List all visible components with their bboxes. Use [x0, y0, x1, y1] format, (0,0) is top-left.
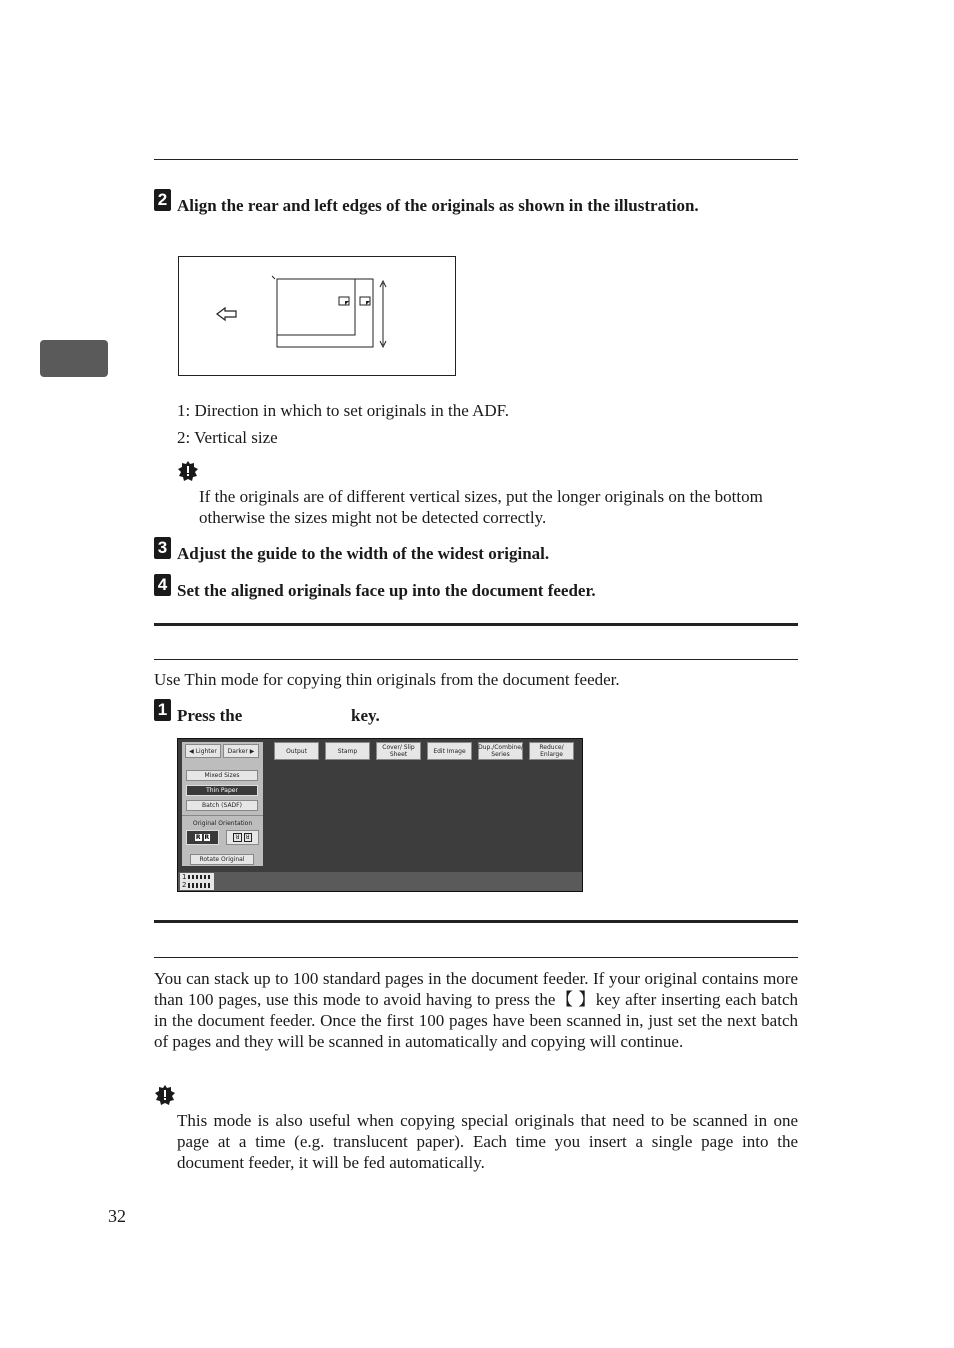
batch-sadf-button[interactable]: Batch (SADF) [186, 800, 258, 811]
copier-control-panel [177, 738, 583, 892]
step-2-text: Align the rear and left edges of the originals as shown in the illustration. [177, 196, 699, 215]
orientation-readable-button[interactable] [186, 830, 219, 845]
legend-item-2: 2: Vertical size [177, 428, 278, 447]
batch-note-text: This mode is also useful when copying special originals that need to be scanned in one page at a time (e.g. translucent paper). Each time you insert a single page into the document feeder, it will be fed automatically. [177, 1111, 798, 1172]
tray-1-level-icon [188, 875, 212, 879]
tab-edit-image[interactable]: Edit Image [427, 742, 472, 760]
legend-item-1: 1: Direction in which to set originals in the ADF. [177, 401, 509, 420]
tray-indicator [180, 873, 214, 890]
arrow-left-icon: ◀ [189, 747, 196, 755]
section-rule-top [154, 623, 798, 626]
thin-step-1-press: Press the [177, 706, 243, 725]
important-icon [155, 1085, 175, 1105]
step-3-number: 3 [154, 537, 171, 559]
section-rule-bottom [154, 659, 798, 660]
tab-cover-slip-sheet[interactable]: Cover/ Slip Sheet [376, 742, 421, 760]
tab-reduce-enlarge[interactable]: Reduce/ Enlarge [529, 742, 574, 760]
thin-step-1-key: key. [351, 706, 380, 725]
panel-left-column [182, 742, 263, 866]
mixed-sizes-button[interactable]: Mixed Sizes [186, 770, 258, 781]
orientation-label: Original Orientation [192, 820, 253, 827]
orientation-rotated-icon: ꓤ [235, 834, 240, 841]
arrow-right-icon: ▶ [247, 747, 255, 755]
tab-stamp[interactable]: Stamp [325, 742, 370, 760]
note-1-text: If the originals are of different vertical sizes, put the longer originals on the bottom otherwise the sizes might not be detected correctly. [199, 487, 763, 527]
lighter-button[interactable] [185, 744, 221, 758]
orientation-r-icon: R [195, 834, 201, 841]
panel-divider [182, 815, 263, 816]
lighter-label: Lighter [195, 747, 217, 755]
tray-2-level-icon [188, 883, 212, 888]
step-3-text: Adjust the guide to the width of the widest original. [177, 544, 550, 563]
darker-button[interactable] [223, 744, 259, 758]
header-rule [154, 159, 798, 160]
tray-2-label: 2 [182, 881, 187, 889]
rotate-original-button[interactable]: Rotate Original [190, 854, 254, 865]
important-icon [178, 461, 198, 481]
original-alignment-illustration [178, 256, 456, 376]
darker-label: Darker [227, 747, 248, 755]
page-number: 32 [108, 1206, 126, 1226]
adf-diagram [179, 257, 455, 375]
thin-step-1-number: 1 [154, 699, 171, 721]
tray-1-label: 1 [182, 873, 187, 881]
chapter-tab [40, 340, 108, 377]
step-2-number: 2 [154, 189, 171, 211]
panel-status-bar [178, 872, 582, 891]
tab-output[interactable]: Output [274, 742, 319, 760]
step-4-number: 4 [154, 574, 171, 596]
thin-intro: Use Thin mode for copying thin originals from the document feeder. [154, 670, 620, 689]
step-4-text: Set the aligned originals face up into the document feeder. [177, 581, 596, 600]
thin-paper-button[interactable]: Thin Paper [186, 785, 258, 796]
orientation-r-small-icon: R [204, 834, 210, 841]
batch-section-rule-top [154, 920, 798, 923]
direction-arrow-icon [217, 308, 236, 320]
tab-dup-combine-series[interactable]: Dup./Combine/ Series [478, 744, 523, 758]
orientation-unreadable-button[interactable] [226, 830, 259, 845]
batch-section-rule-bottom [154, 957, 798, 958]
batch-paragraph: You can stack up to 100 standard pages in the document feeder. If your original contains more than 100 pages, use this mode to avoid having to press the【 】key after inserting each batch in the document feeder. Once the first 100 pages have been scanned in, just set the next batch of pages and they will be scanned in automatically and copying will continue. [154, 969, 798, 1051]
orientation-rotated-small-icon: ꓤ [245, 834, 250, 841]
